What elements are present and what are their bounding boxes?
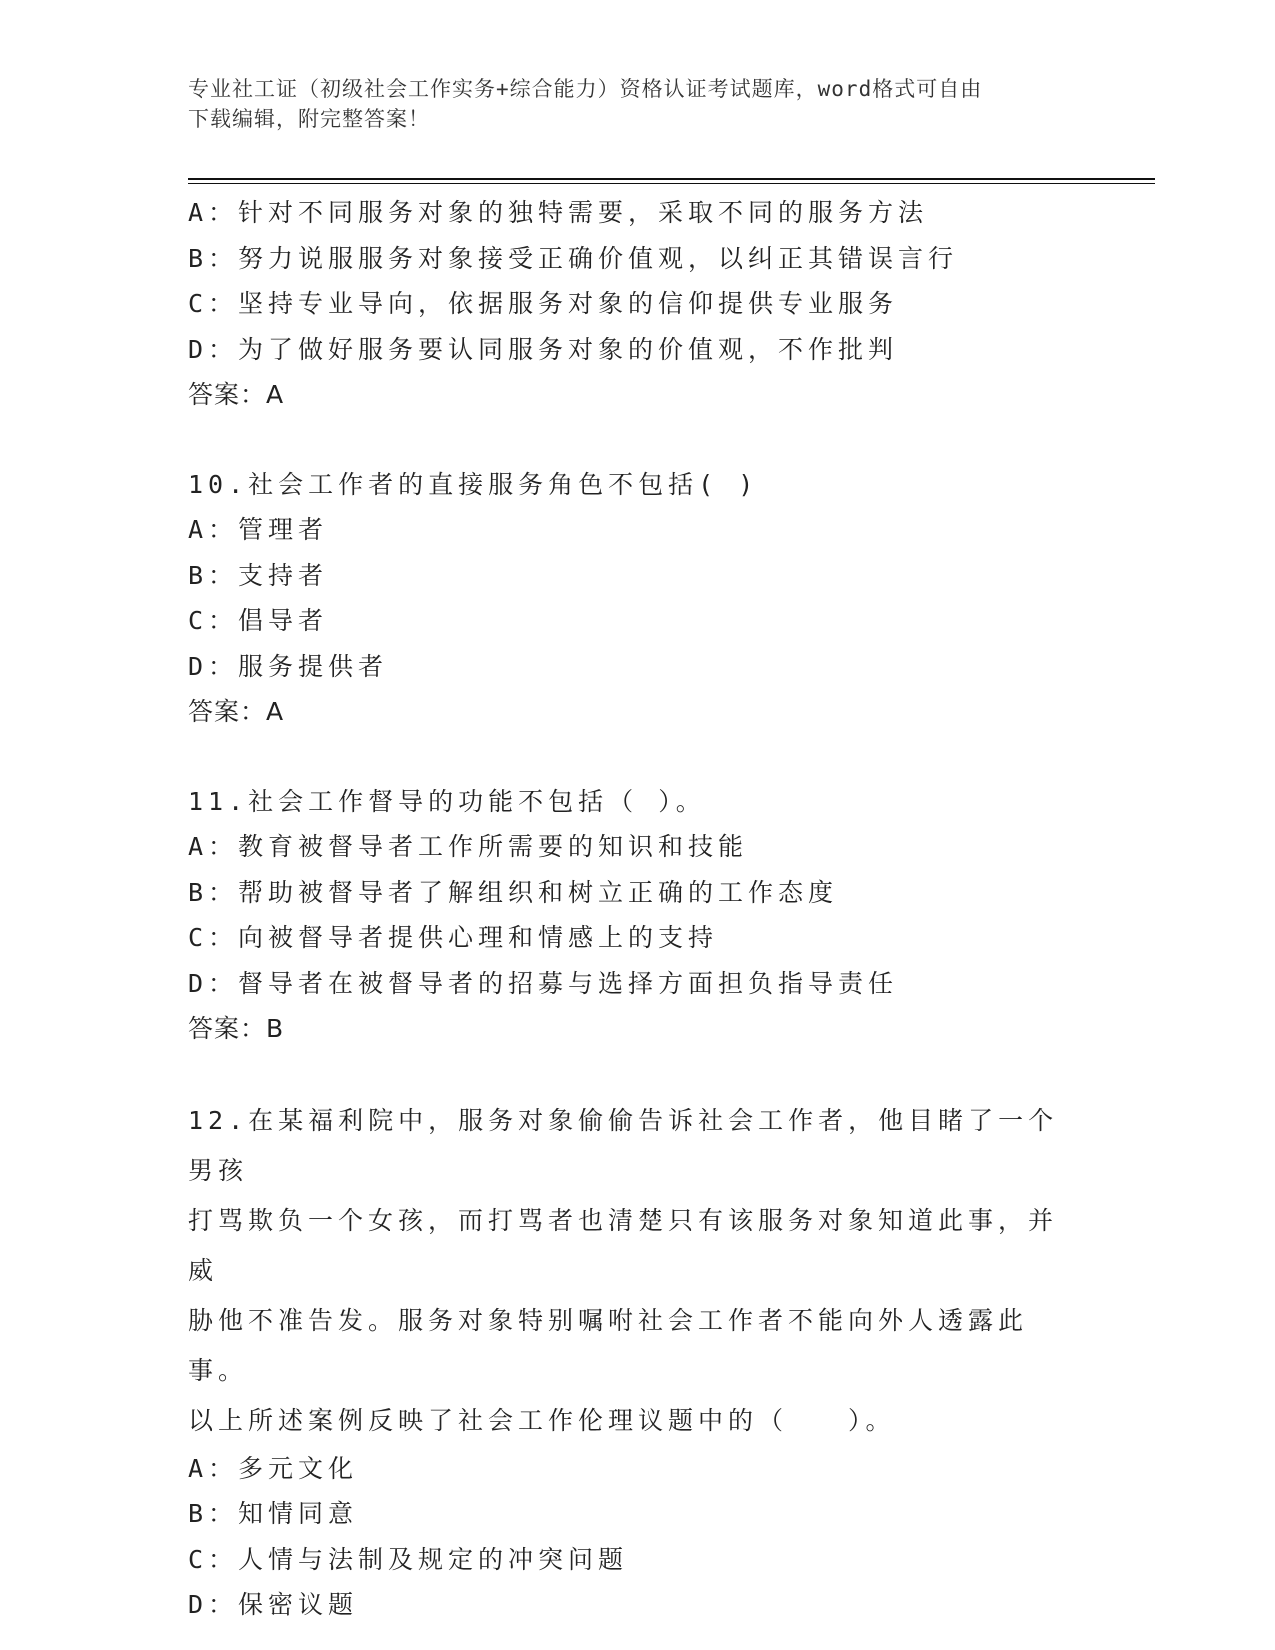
question-10 — [188, 462, 1088, 735]
question-9 — [188, 190, 1088, 418]
option-c: C：人情与法制及规定的冲突问题 — [188, 1544, 629, 1574]
answer: 答案：A — [188, 380, 285, 409]
option-c: C：向被督导者提供心理和情感上的支持 — [188, 923, 719, 952]
answer: 答案：B — [188, 1014, 285, 1043]
question-stem-line: 打骂欺负一个女孩，而打骂者也清楚只有该服务对象知道此事，并威 — [188, 1205, 1059, 1285]
question-list — [188, 190, 1088, 1628]
option-c: C：倡导者 — [188, 606, 329, 635]
option-c: C：坚持专业导向，依据服务对象的信仰提供专业服务 — [188, 289, 899, 318]
spacer — [188, 1052, 1088, 1096]
option-d: D：保密议题 — [188, 1590, 359, 1619]
header-divider-thick — [188, 178, 1155, 180]
header-line-1: 专业社工证（初级社会工作实务+综合能力）资格认证考试题库，word格式可自由 — [188, 77, 983, 101]
question-stem-line: 以上所述案例反映了社会工作伦理议题中的（ ）。 — [188, 1405, 896, 1435]
answer: 答案：A — [188, 697, 285, 726]
option-d: D：服务提供者 — [188, 651, 389, 681]
option-d: D：督导者在被督导者的招募与选择方面担负指导责任 — [188, 968, 899, 998]
question-stem-line: 胁他不准告发。服务对象特别嘱咐社会工作者不能向外人透露此事。 — [188, 1305, 1029, 1385]
question-stem — [188, 1096, 1068, 1446]
option-b: B：努力说服服务对象接受正确价值观，以纠正其错误言行 — [188, 243, 959, 273]
header-line-2: 下载编辑，附完整答案！ — [188, 107, 430, 131]
spacer — [188, 735, 1088, 779]
question-stem-line: 12.在某福利院中，服务对象偷偷告诉社会工作者，他目睹了一个男孩 — [188, 1105, 1059, 1185]
option-b: B：知情同意 — [188, 1499, 359, 1528]
spacer — [188, 418, 1088, 462]
option-a: A：教育被督导者工作所需要的知识和技能 — [188, 832, 749, 861]
document-header — [188, 74, 1088, 134]
header-divider-thin — [188, 183, 1155, 184]
question-11 — [188, 779, 1088, 1052]
option-b: B：支持者 — [188, 560, 329, 590]
option-b: B：帮助被督导者了解组织和树立正确的工作态度 — [188, 877, 839, 907]
question-stem: 10.社会工作者的直接服务角色不包括( ) — [188, 469, 759, 499]
option-a: A：管理者 — [188, 515, 329, 544]
option-d: D：为了做好服务要认同服务对象的价值观，不作批判 — [188, 334, 899, 364]
option-a: A：多元文化 — [188, 1453, 359, 1483]
option-a: A：针对不同服务对象的独特需要，采取不同的服务方法 — [188, 198, 929, 227]
question-stem: 11.社会工作督导的功能不包括（ ）。 — [188, 786, 706, 816]
question-12 — [188, 1096, 1088, 1628]
